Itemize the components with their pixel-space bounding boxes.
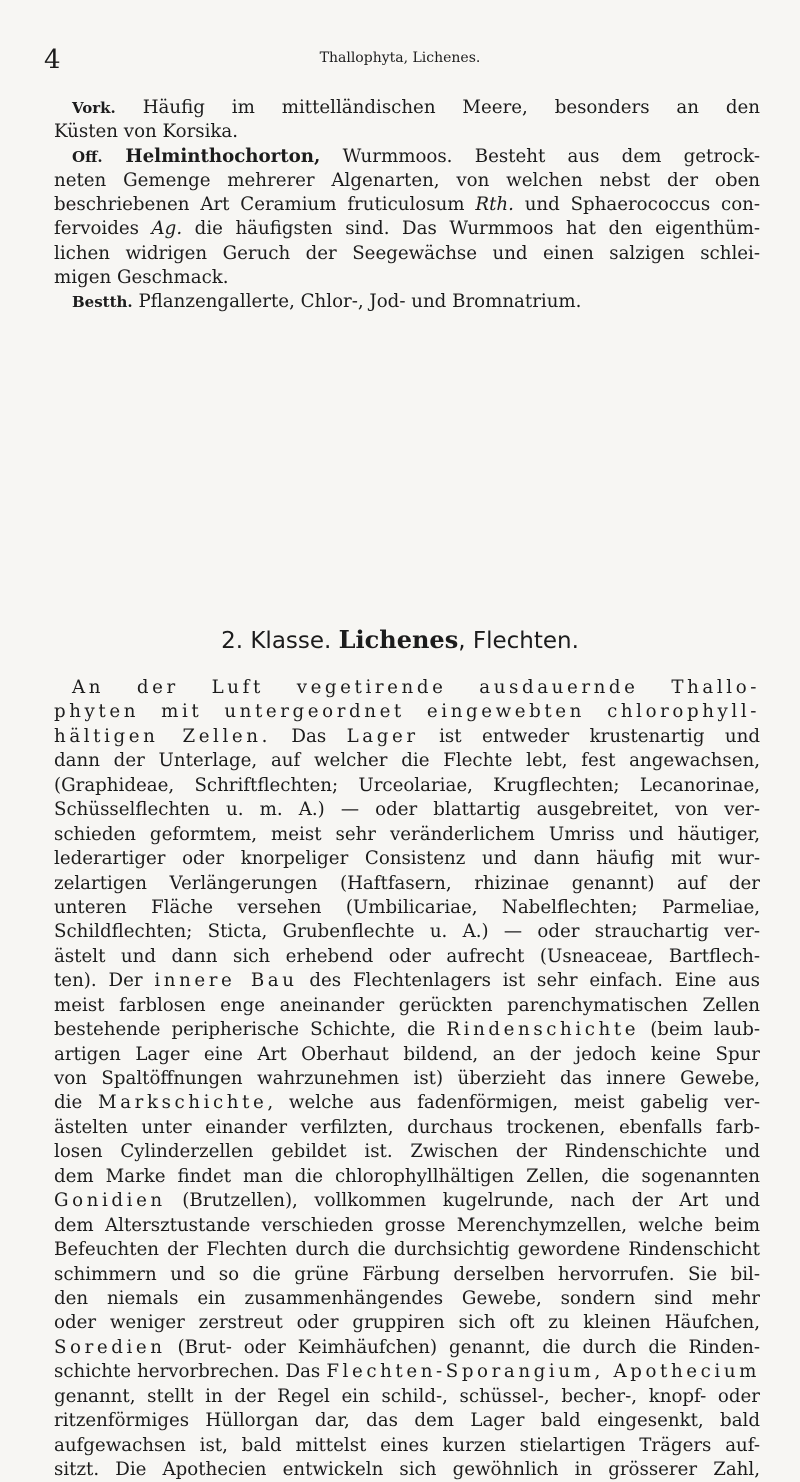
- body-line: aufgewachsen ist, bald mittelst eines kurzen stielartigen Trägers auf-: [54, 1434, 760, 1456]
- page-number: 4: [44, 45, 61, 75]
- class-name: Lichenes: [338, 625, 459, 654]
- body-line: oder weniger zerstreut oder gruppiren sich oft zu kleinen Häufchen,: [54, 1312, 760, 1334]
- off-line-6: migen Geschmack.: [54, 267, 229, 289]
- off-line-3: beschriebenen Art Ceramium fruticulosum Rth. und Sphaerococcus con-: [54, 194, 760, 216]
- class-heading: 2. Klasse. Lichenes, Flechten.: [221, 625, 579, 654]
- off-line-4: fervoides Ag. die häufigsten sind. Das Wurmmoos hat den eigenthüm-: [54, 218, 760, 240]
- body-line: meist farblosen enge aneinander gerückten parenchymatischen Zellen: [54, 994, 760, 1016]
- body-line: dem Altersztustande verschieden grosse Merenchymzellen, welche beim: [54, 1214, 760, 1236]
- vork-label: Vork.: [72, 99, 116, 117]
- body-line: schichte hervorbrechen. Das Flechten-Sporangium, Apothecium: [54, 1361, 760, 1383]
- body-line: Gonidien (Brutzellen), vollkommen kugelrunde, nach der Art und: [54, 1190, 760, 1212]
- body-line: schimmern und so die grüne Färbung derselben hervorrufen. Sie bil-: [54, 1263, 760, 1285]
- body-line: phyten mit untergeordnet eingewebten chlorophyll-: [54, 701, 760, 723]
- body-line: ritzenförmiges Hüllorgan dar, das dem Lager bald eingesenkt, bald: [54, 1410, 760, 1432]
- body-line: An der Luft vegetirende ausdauernde Thallo-: [72, 677, 760, 698]
- body-line: Soredien (Brut- oder Keimhäufchen) genannt, die durch die Rinden-: [54, 1336, 760, 1358]
- body-line: Befeuchten der Flechten durch die durchsichtig gewordene Rindenschicht: [54, 1239, 760, 1261]
- body-line: sitzt. Die Apothecien entwickeln sich gewöhnlich in grösserer Zahl,: [54, 1459, 760, 1480]
- body-line: hältigen Zellen. Das Lager ist entweder krustenartig und: [54, 725, 760, 747]
- body-line: schieden geformtem, meist sehr veränderlichem Umriss und häutiger,: [54, 823, 760, 845]
- body-line: unteren Fläche versehen (Umbilicariae, Nabelflechten; Parmeliae,: [54, 896, 760, 918]
- body-line: losen Cylinderzellen gebildet ist. Zwischen der Rindenschichte und: [54, 1141, 760, 1163]
- body-line: den niemals ein zusammenhängendes Gewebe, sondern sind mehr: [54, 1287, 760, 1309]
- body-line: genannt, stellt in der Regel ein schild-, schüssel-, becher-, knopf- oder: [54, 1385, 760, 1407]
- body-line: zelartigen Verlängerungen (Haftfasern, rhizinae genannt) auf der: [54, 872, 760, 894]
- body-line: Schildflechten; Sticta, Grubenflechte u. A.) — oder strauchartig ver-: [54, 921, 760, 943]
- drug-name: Helminthochorton,: [102, 145, 321, 167]
- body-line: (Graphideae, Schriftflechten; Urceolariae, Krugflechten; Lecanorinae,: [54, 774, 760, 796]
- vork-line-1: Vork. Häufig im mittelländischen Meere, besonders an den: [72, 97, 760, 118]
- body-line: von Spaltöffnungen wahrzunehmen ist) überzieht das innere Gewebe,: [54, 1068, 760, 1089]
- body-line: ten). Der innere Bau des Flechtenlagers ist sehr einfach. Eine aus: [54, 970, 760, 992]
- body-line: dann der Unterlage, auf welcher die Flechte lebt, fest angewachsen,: [54, 750, 760, 772]
- body-line: dem Marke findet man die chlorophyllhältigen Zellen, die sogenannten: [54, 1165, 760, 1187]
- off-label: Off.: [72, 147, 103, 166]
- class-description: [54, 676, 760, 1482]
- body-line: die Markschichte, welche aus fadenförmigen, meist gabelig ver-: [54, 1092, 760, 1114]
- body-line: Schüsselflechten u. m. A.) — oder blattartig ausgebreitet, von ver-: [54, 799, 760, 821]
- body-line: lederartiger oder knorpeliger Consistenz und dann häufig mit wur-: [54, 848, 760, 870]
- body-line: ästelt und dann sich erhebend oder aufrecht (Usneaceae, Bartflech-: [54, 945, 760, 967]
- entry-block: [54, 96, 760, 315]
- off-line-5: lichen widrigen Geruch der Seegewächse und einen salzigen schlei-: [54, 242, 760, 264]
- page-header: [0, 45, 800, 75]
- vork-line-2: Küsten von Korsika.: [54, 121, 239, 143]
- running-title: Thallophyta, Lichenes.: [319, 50, 481, 66]
- off-line-1: Off. Helminthochorton, Wurmmoos. Besteht aus dem getrock-: [72, 145, 760, 167]
- body-line: bestehende peripherische Schichte, die Rindenschichte (beim laub-: [54, 1019, 760, 1041]
- body-line: artigen Lager eine Art Oberhaut bildend, an der jedoch keine Spur: [54, 1043, 760, 1065]
- bestth-label: Bestth.: [72, 293, 133, 312]
- bestth-line: Bestth. Pflanzengallerte, Chlor-, Jod- und Bromnatrium.: [72, 291, 582, 313]
- off-line-2: neten Gemenge mehrerer Algenarten, von welchen nebst der oben: [54, 169, 760, 191]
- body-line: ästelten unter einander verfilzten, durchaus trockenen, ebenfalls farb-: [54, 1116, 760, 1138]
